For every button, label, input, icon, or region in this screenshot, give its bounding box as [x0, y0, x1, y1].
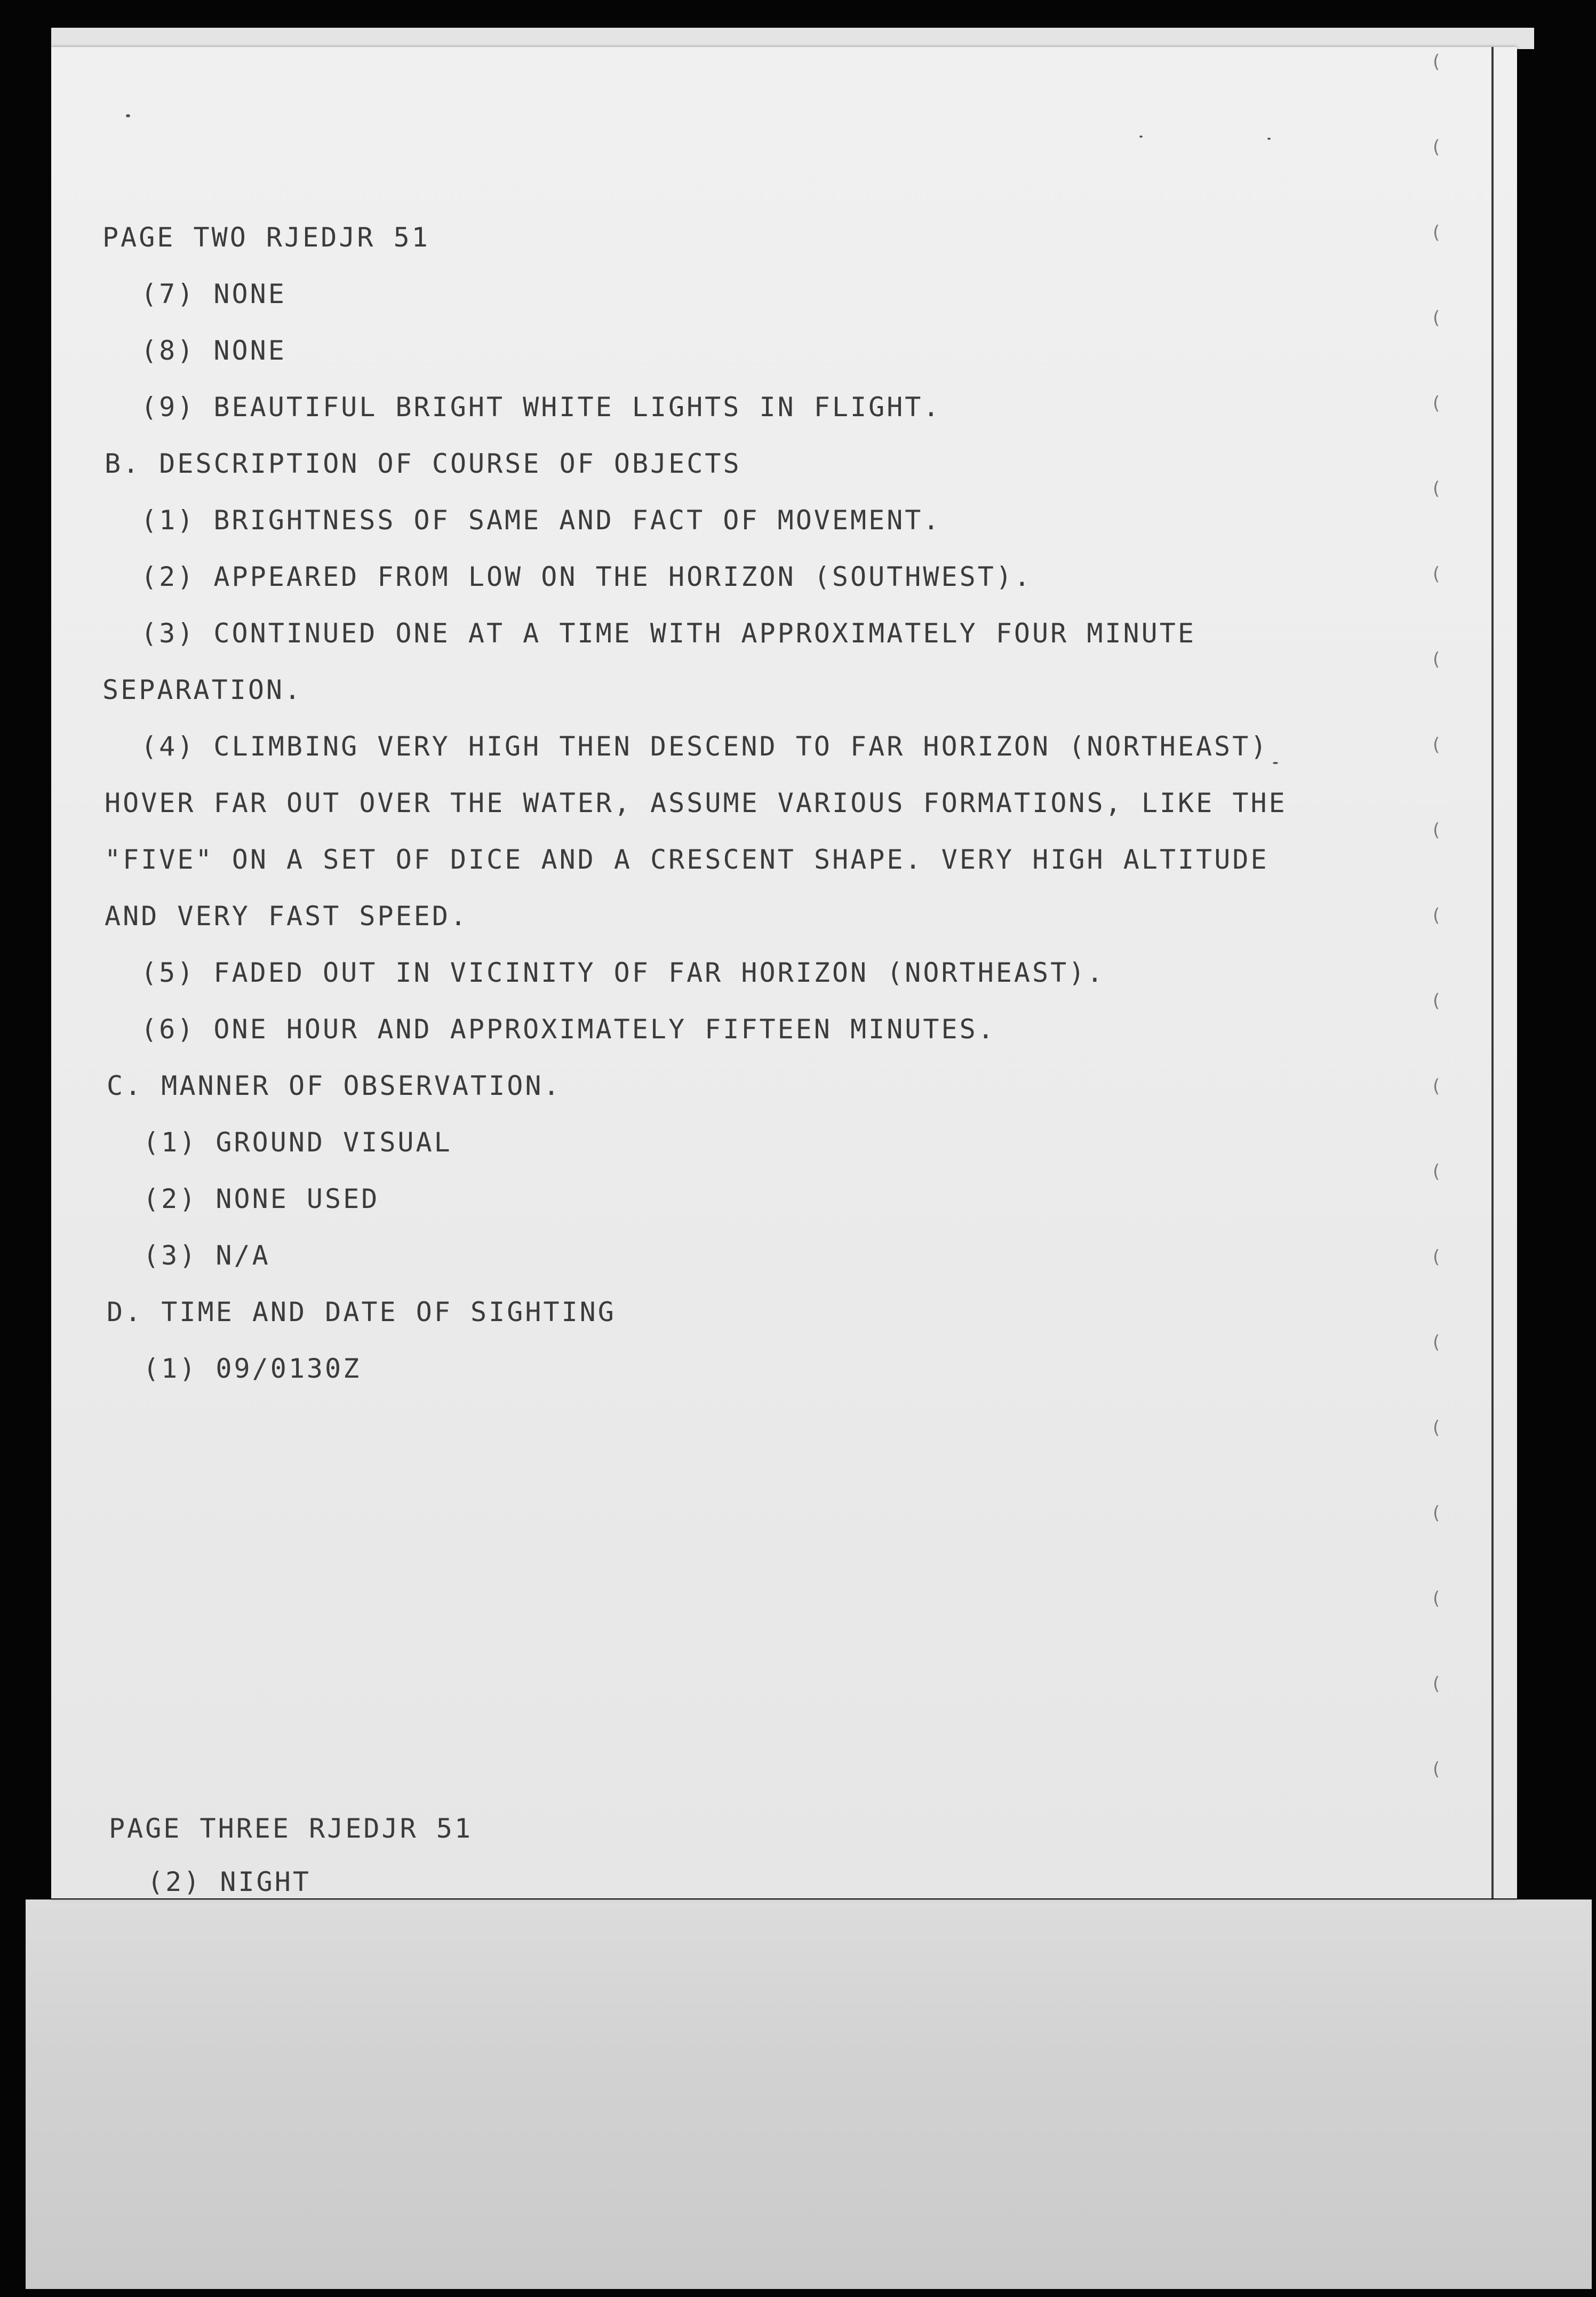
feed-hole-mark: ( [1433, 1161, 1440, 1182]
paper-speck [1139, 136, 1143, 138]
b-item-2: (2) APPEARED FROM LOW ON THE HORIZON (SOUTHWEST). [141, 561, 1033, 592]
feed-hole-mark: ( [1433, 393, 1440, 414]
b-item-3: (3) CONTINUED ONE AT A TIME WITH APPROXIMATELY FOUR MINUTE [141, 618, 1196, 649]
b-item-4-continued: "FIVE" ON A SET OF DICE AND A CRESCENT SHAPE. VERY HIGH ALTITUDE [105, 844, 1269, 875]
paper-speck [1273, 762, 1278, 764]
next-page-item: (2) NIGHT [147, 1866, 311, 1897]
b-item-6: (6) ONE HOUR AND APPROXIMATELY FIFTEEN MINUTES. [141, 1014, 996, 1045]
feed-hole-mark: ( [1433, 1332, 1440, 1353]
paper-speck [1267, 138, 1271, 140]
feed-hole-mark: ( [1433, 1759, 1440, 1780]
tractor-feed-margin [1422, 47, 1507, 1898]
feed-hole-mark: ( [1433, 1503, 1440, 1524]
b-item-1: (1) BRIGHTNESS OF SAME AND FACT OF MOVEMENT. [141, 505, 941, 536]
feed-hole-mark: ( [1433, 1076, 1440, 1097]
item-7: (7) NONE [141, 279, 286, 309]
feed-hole-mark: ( [1433, 1246, 1440, 1268]
feed-hole-mark: ( [1433, 478, 1440, 499]
section-d-heading: D. TIME AND DATE OF SIGHTING [107, 1297, 616, 1328]
next-page-header: PAGE THREE RJEDJR 51 [109, 1813, 473, 1844]
feed-hole-mark: ( [1433, 649, 1440, 670]
b-item-5: (5) FADED OUT IN VICINITY OF FAR HORIZON (NORTHEAST). [141, 957, 1105, 988]
perforation-rule [1491, 47, 1494, 1898]
teletype-page [51, 47, 1517, 1898]
feed-hole-mark: ( [1433, 990, 1440, 1012]
feed-hole-mark: ( [1433, 563, 1440, 585]
paper-speck [126, 114, 130, 117]
feed-hole-mark: ( [1433, 1417, 1440, 1438]
feed-hole-mark: ( [1433, 137, 1440, 158]
b-item-4-continued: HOVER FAR OUT OVER THE WATER, ASSUME VARIOUS FORMATIONS, LIKE THE [105, 788, 1287, 818]
c-item-1: (1) GROUND VISUAL [143, 1127, 452, 1158]
feed-hole-mark: ( [1433, 1673, 1440, 1695]
item-9: (9) BEAUTIFUL BRIGHT WHITE LIGHTS IN FLIGHT. [141, 392, 941, 423]
feed-hole-mark: ( [1433, 51, 1440, 73]
b-item-3-continued: SEPARATION. [102, 674, 303, 705]
feed-hole-mark: ( [1433, 820, 1440, 841]
feed-hole-mark: ( [1433, 905, 1440, 926]
item-8: (8) NONE [141, 335, 286, 366]
feed-hole-mark: ( [1433, 222, 1440, 243]
sheet-top-edge [51, 28, 1534, 49]
underlying-sheet [26, 1899, 1592, 2289]
feed-hole-mark: ( [1433, 307, 1440, 329]
feed-hole-mark: ( [1433, 734, 1440, 756]
c-item-2: (2) NONE USED [143, 1183, 380, 1214]
c-item-3: (3) N/A [143, 1240, 270, 1271]
section-c-heading: C. MANNER OF OBSERVATION. [107, 1070, 562, 1101]
b-item-4-continued: AND VERY FAST SPEED. [105, 901, 469, 932]
d-item-1: (1) 09/0130Z [143, 1353, 362, 1384]
b-item-4: (4) CLIMBING VERY HIGH THEN DESCEND TO FAR HORIZON (NORTHEAST) [141, 731, 1269, 762]
feed-hole-mark: ( [1433, 1588, 1440, 1609]
section-b-heading: B. DESCRIPTION OF COURSE OF OBJECTS [105, 448, 741, 479]
page-header: PAGE TWO RJEDJR 51 [102, 222, 430, 253]
